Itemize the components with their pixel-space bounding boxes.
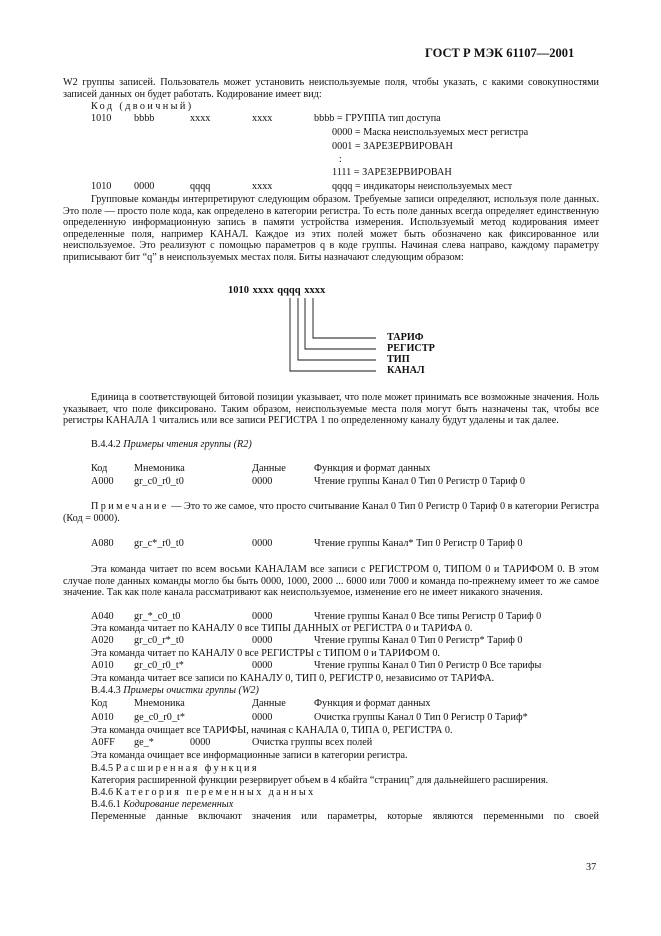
code-sub-2: 0001 = ЗАРЕЗЕРВИРОВАН bbox=[332, 141, 453, 152]
row-a080-code: A080 bbox=[91, 538, 114, 549]
row-a020-code: A020 bbox=[91, 635, 114, 646]
row-a040-mnemonic: gr_*_c0_t0 bbox=[134, 611, 181, 622]
intro-text: W2 группы записей. Пользователь может установить неиспользуемые поля, чтобы указать, с какими совокупностями записей данных он будет работать. Кодирование имеет вид: bbox=[63, 77, 599, 100]
row-a020-func: Чтение группы Канал 0 Тип 0 Регистр* Тариф 0 bbox=[314, 635, 523, 646]
diagram-label-tarif: ТАРИФ bbox=[387, 332, 424, 343]
code-row2-c2: 0000 bbox=[134, 181, 155, 192]
row-a000-code: A000 bbox=[91, 476, 114, 487]
a040-description: Эта команда читает по КАНАЛУ 0 все ТИПЫ ДАННЫХ от РЕГИСТРА 0 и ТАРИФА 0. bbox=[91, 623, 473, 634]
row-a020-mnemonic: gr_c0_r*_t0 bbox=[134, 635, 184, 646]
a020-description: Эта команда читает по КАНАЛУ 0 все РЕГИСТРЫ с ТИПОМ 0 и ТАРИФОМ 0. bbox=[91, 648, 440, 659]
row-a080-mnemonic: gr_c*_r0_t0 bbox=[134, 538, 184, 549]
group-text: Групповые команды интерпретируют следующим образом. Требуемые записи определяют, используя поле данных. Это поле — просто поле кода, как определено в категории регистра. То есть поле данных всегда определяет единственную определенную информационную запись в памяти устройства измерения. Используемый метод кодирования имеет определенные поля, например КАНАЛ. Каждое из этих полей может быть обозначено как фиксированное или неиспользуемое. Это реализуют с помощью параметров q в коде группы. Начиная слева направо, каждому параметру приписывают бит “q” в неиспользуемых местах поля. Биты назначают следующим образом: bbox=[63, 194, 599, 263]
section-b45-title: Расширенная функция bbox=[115, 763, 259, 774]
row-a0ff-code: A0FF bbox=[91, 737, 115, 748]
row-a040-code: A040 bbox=[91, 611, 114, 622]
row-a0ff-mnemonic: ge_* bbox=[134, 737, 154, 748]
code-binary-label: Код (двоичный) bbox=[91, 101, 194, 112]
row-a010-func: Чтение группы Канал 0 Тип 0 Регистр 0 Все тарифы bbox=[314, 660, 542, 671]
section-b461 bbox=[91, 799, 233, 811]
row-a000-mnemonic: gr_c0_r0_t0 bbox=[134, 476, 184, 487]
col-func-2: Функция и формат данных bbox=[314, 698, 431, 709]
bits-text: Единица в соответствующей битовой позиции указывает, что поле может принимать все возможные значения. Ноль указывает, что поле фиксировано. Таким образом, неиспользуемые места поля могут быть назначены так, чтобы все регистры КАНАЛА 1 читались или все записи РЕГИСТРА 1 по определенному каналу будут удалены и так далее. bbox=[63, 392, 599, 427]
col-code-1: Код bbox=[91, 463, 108, 474]
section-b461-title: Кодирование переменных bbox=[123, 799, 234, 810]
col-mnemonic-1: Мнемоника bbox=[134, 463, 185, 474]
a080-paragraph bbox=[63, 564, 599, 599]
row-a080-func: Чтение группы Канал* Тип 0 Регистр 0 Тариф 0 bbox=[314, 538, 523, 549]
code-row1-c5: bbbb = ГРУППА тип доступа bbox=[314, 113, 441, 124]
section-b442-num: B.4.4.2 bbox=[91, 439, 121, 450]
a0ff-description: Эта команда очищает все информационные записи в категории регистра. bbox=[91, 750, 408, 761]
bits-paragraph bbox=[63, 392, 599, 427]
diagram-code: 1010 xxxx qqqq xxxx bbox=[228, 285, 326, 296]
code-row2-c5: qqqq = индикаторы неиспользуемых мест bbox=[332, 181, 513, 192]
row-a010-mnemonic: gr_c0_r0_t* bbox=[134, 660, 184, 671]
a080-text: Эта команда читает по всем восьми КАНАЛАМ все записи с РЕГИСТРОМ 0, ТИПОМ 0 и ТАРИФОМ 0. В этом случае поле данных команды могло бы быть 0000, 1000, 2000 ... 6000 или 7000 и команда по-прежнему имеет то же самое значение. Так как поле канала рассматривают как неиспользуемое, изменение его не имеет никакого значения. bbox=[63, 564, 599, 599]
code-row1-c2: bbbb bbox=[134, 113, 155, 124]
row-a040-data: 0000 bbox=[252, 611, 273, 622]
col-func-1: Функция и формат данных bbox=[314, 463, 431, 474]
code-sub-4: 1111 = ЗАРЕЗЕРВИРОВАН bbox=[332, 167, 452, 178]
row-a0ff-func: Очистка группы всех полей bbox=[252, 737, 373, 748]
row-a010w-code: A010 bbox=[91, 712, 114, 723]
col-code-2: Код bbox=[91, 698, 108, 709]
page-header: ГОСТ Р МЭК 61107—2001 bbox=[425, 46, 575, 60]
code-row2-c4: xxxx bbox=[252, 181, 273, 192]
b45-description: Категория расширенной функции резервирует объем в 4 кбайта “страниц” для дальнейшего расширения. bbox=[91, 775, 549, 786]
code-row2-c1: 1010 bbox=[91, 181, 112, 192]
row-a010w-data: 0000 bbox=[252, 712, 273, 723]
code-row1-c4: xxxx bbox=[252, 113, 273, 124]
code-row1-c1: 1010 bbox=[91, 113, 112, 124]
row-a010w-func: Очистка группы Канал 0 Тип 0 Регистр 0 Тариф* bbox=[314, 712, 528, 723]
section-b461-num: B.4.6.1 bbox=[91, 799, 121, 810]
section-b442-ref: R2 bbox=[237, 439, 249, 450]
a010w-description: Эта команда очищает все ТАРИФЫ, начиная с КАНАЛА 0, ТИПА 0, РЕГИСТРА 0. bbox=[91, 725, 453, 736]
row-a0ff-data: 0000 bbox=[190, 737, 211, 748]
diagram-label-register: РЕГИСТР bbox=[387, 343, 435, 354]
bit-line-tarif bbox=[313, 298, 376, 338]
section-b46 bbox=[91, 787, 316, 799]
section-b45 bbox=[91, 763, 259, 775]
code-row2-c3: qqqq bbox=[190, 181, 211, 192]
row-a010-code: A010 bbox=[91, 660, 114, 671]
bit-line-type bbox=[298, 298, 376, 360]
section-b443-ref: W2 bbox=[241, 685, 256, 696]
col-mnemonic-2: Мнемоника bbox=[134, 698, 185, 709]
bit-line-register bbox=[305, 298, 376, 349]
code-sub-3: : bbox=[339, 154, 342, 165]
last-paragraph bbox=[63, 811, 599, 823]
row-a040-func: Чтение группы Канал 0 Все типы Регистр 0 Тариф 0 bbox=[314, 611, 542, 622]
section-b46-num: B.4.6 bbox=[91, 787, 114, 798]
page-number: 37 bbox=[586, 862, 597, 873]
note-text: — Это то же самое, что просто считывание Канал 0 Тип 0 Регистр 0 Тариф 0 в категории Регистра (Код = 0000). bbox=[63, 501, 599, 524]
col-data-2: Данные bbox=[252, 698, 286, 709]
row-a010w-mnemonic: ge_c0_r0_t* bbox=[134, 712, 185, 723]
diagram-label-channel: КАНАЛ bbox=[387, 365, 425, 376]
last-text: Переменные данные включают значения или параметры, которые являются переменными по своей bbox=[91, 811, 599, 822]
row-a000-data: 0000 bbox=[252, 476, 273, 487]
code-row1-c3: xxxx bbox=[190, 113, 211, 124]
row-a010-data: 0000 bbox=[252, 660, 273, 671]
section-b443-title: Примеры очистки группы bbox=[123, 685, 236, 696]
section-b45-num: B.4.5 bbox=[91, 763, 114, 774]
row-a020-data: 0000 bbox=[252, 635, 273, 646]
row-a000-func: Чтение группы Канал 0 Тип 0 Регистр 0 Тариф 0 bbox=[314, 476, 526, 487]
section-b442-title: Примеры чтения группы bbox=[123, 439, 232, 450]
section-b443-num: B.4.4.3 bbox=[91, 685, 121, 696]
section-b442: B.4.4.2 Примеры чтения группы (R2) bbox=[91, 439, 252, 450]
row-a080-data: 0000 bbox=[252, 538, 273, 549]
diagram-label-type: ТИП bbox=[387, 354, 410, 365]
section-b443: B.4.4.3 Примеры очистки группы (W2) bbox=[91, 685, 259, 696]
col-data-1: Данные bbox=[252, 463, 286, 474]
note-word: Примечание bbox=[91, 501, 169, 512]
code-sub-1: 0000 = Маска неиспользуемых мест регистра bbox=[332, 127, 529, 138]
a010-description: Эта команда читает все записи по КАНАЛУ 0, ТИП 0, РЕГИСТР 0, независимо от ТАРИФА. bbox=[91, 673, 495, 684]
note-paragraph bbox=[63, 501, 599, 524]
section-b46-title: Категория переменных данных bbox=[115, 787, 316, 798]
